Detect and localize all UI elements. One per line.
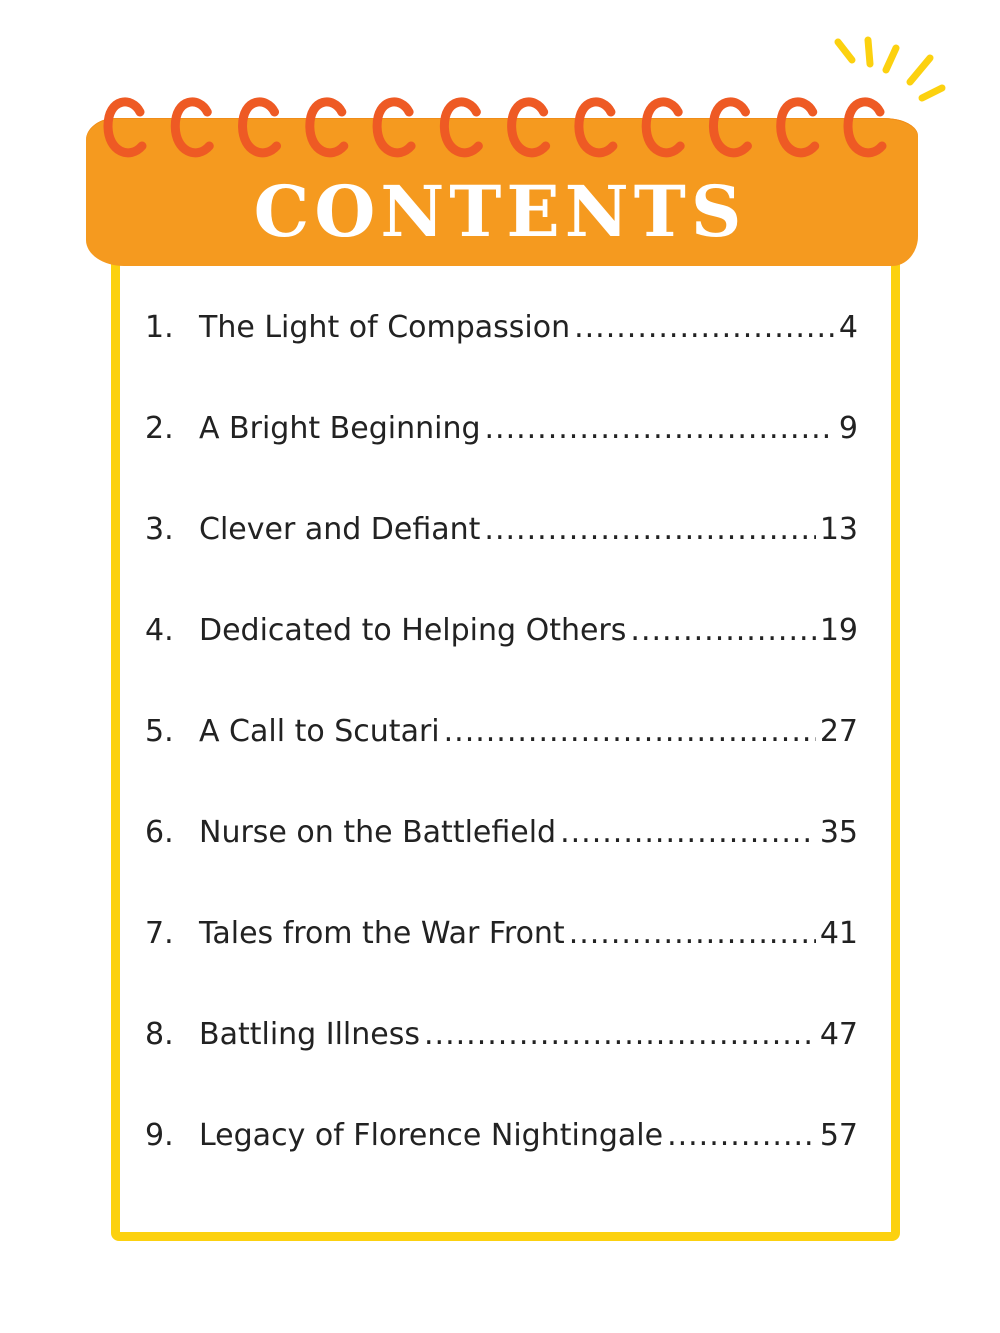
toc-entry-page: 41	[819, 916, 858, 951]
toc-entry	[145, 1108, 858, 1209]
toc-entry-page: 47	[819, 1017, 858, 1052]
toc-entry-number: 6.	[145, 815, 174, 850]
spiral-ring	[579, 102, 613, 153]
toc-entry	[145, 805, 858, 906]
spiral-ring	[646, 102, 680, 153]
toc-entry	[145, 502, 858, 603]
toc-entry-page: 57	[819, 1118, 858, 1153]
toc-entry-title: Legacy of Florence Nightingale	[199, 1118, 664, 1153]
toc-entry-title: Nurse on the Battlefield	[199, 815, 557, 850]
toc-entry-page: 27	[819, 714, 858, 749]
page-title: CONTENTS	[253, 170, 747, 253]
spiral-ring	[377, 102, 411, 153]
toc-entry-number: 2.	[145, 411, 174, 446]
toc-entry-number: 4.	[145, 613, 174, 648]
toc-entry-number: 1.	[145, 310, 174, 345]
toc-entry-title: Dedicated to Helping Others	[199, 613, 627, 648]
toc-entry-number: 9.	[145, 1118, 174, 1153]
toc-entry-title: A Bright Beginning	[199, 411, 481, 446]
toc-entry-title: The Light of Compassion	[199, 310, 571, 345]
spiral-ring	[310, 102, 344, 153]
spiral-ring	[108, 102, 142, 153]
toc-entry	[145, 1007, 858, 1108]
spiral-ring	[848, 102, 882, 153]
toc-entry	[145, 300, 858, 401]
toc-entry-title: Clever and Defiant	[199, 512, 481, 547]
toc-dot-leader	[485, 401, 835, 457]
spiral-ring	[713, 102, 747, 153]
spiral-ring	[175, 102, 209, 153]
toc-dot-leader	[630, 603, 815, 659]
toc-dot-leader	[444, 704, 816, 760]
toc-entry-title: Tales from the War Front	[199, 916, 565, 951]
spiral-ring	[512, 102, 546, 153]
toc-entry	[145, 704, 858, 805]
toc-entry-number: 8.	[145, 1017, 174, 1052]
toc-entry-page: 35	[819, 815, 858, 850]
toc-entry	[145, 603, 858, 704]
spiral-ring	[781, 102, 815, 153]
toc-entry-number: 7.	[145, 916, 174, 951]
spiral-ring	[243, 102, 277, 153]
toc-dot-leader	[667, 1108, 816, 1164]
table-of-contents	[145, 300, 858, 1209]
spiral-ring	[444, 102, 478, 153]
toc-entry-title: Battling Illness	[199, 1017, 421, 1052]
toc-dot-leader	[424, 1007, 816, 1063]
toc-entry-number: 3.	[145, 512, 174, 547]
toc-entry	[145, 401, 858, 502]
toc-entry-title: A Call to Scutari	[199, 714, 440, 749]
toc-dot-leader	[569, 906, 816, 962]
toc-entry-number: 5.	[145, 714, 174, 749]
toc-entry-page: 13	[819, 512, 858, 547]
toc-entry-page: 19	[819, 613, 858, 648]
toc-entry	[145, 906, 858, 1007]
toc-dot-leader	[560, 805, 816, 861]
toc-dot-leader	[574, 300, 835, 356]
toc-entry-page: 9	[838, 411, 858, 446]
toc-dot-leader	[484, 502, 815, 558]
toc-entry-page: 4	[838, 310, 858, 345]
